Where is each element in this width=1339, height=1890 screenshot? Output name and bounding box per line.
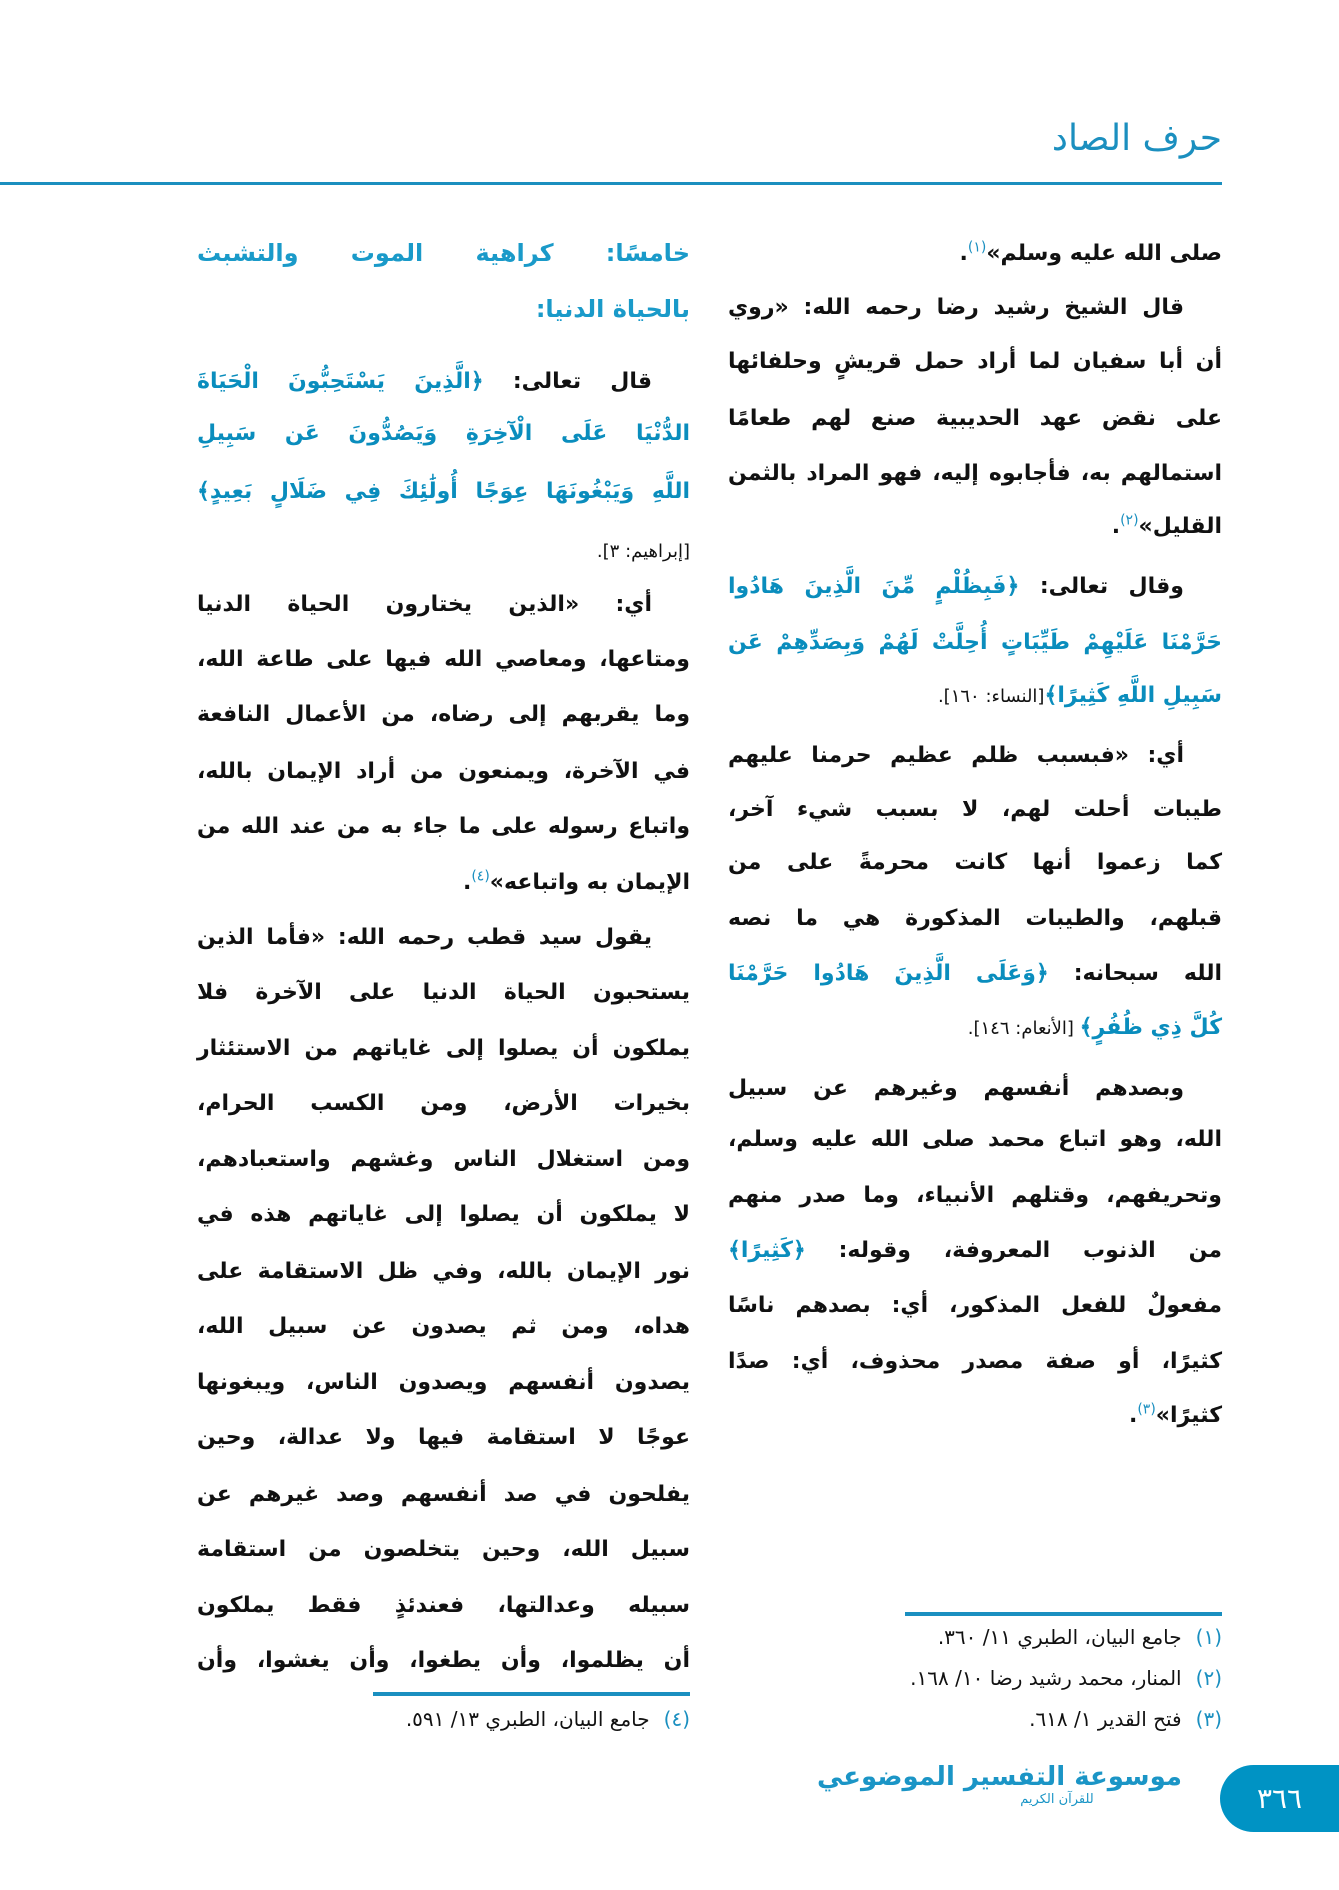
body-text: وتحريفهم، وقتلهم الأنبياء، وما صدر منهم <box>728 1182 1222 1208</box>
text-line <box>197 965 690 1020</box>
text-line <box>728 728 1222 783</box>
header-divider <box>0 182 1222 185</box>
text-line <box>197 855 690 910</box>
text-line <box>728 782 1222 837</box>
body-text: كثيرًا، أو صفة مصدر محذوف، أي: صدًا <box>728 1349 1222 1375</box>
body-text: يملكون أن يصلوا إلى غاياتهم من الاستئثار <box>197 1035 690 1061</box>
footnote <box>406 1707 690 1731</box>
quran-verse: سَبِيلِ اللَّهِ كَثِيرًا﴾ <box>1044 682 1222 708</box>
body-text: أي: «فبسبب ظلم عظيم حرمنا عليهم <box>728 743 1184 769</box>
quran-verse: ﴿فَبِظُلْمٍ مِّنَ الَّذِينَ هَادُوا <box>728 574 1020 600</box>
text-line <box>197 354 690 409</box>
text-line <box>728 391 1222 446</box>
body-text: استمالهم به، فأجابوه إليه، فهو المراد بالثمن <box>728 461 1222 487</box>
text-line <box>197 744 690 799</box>
body-text: بخيرات الأرض، ومن الكسب الحرام، <box>197 1091 690 1117</box>
body-text: يقول سيد قطب رحمه الله: «فأما الذين <box>197 924 652 950</box>
text-line <box>728 1388 1222 1443</box>
text-line <box>728 499 1222 554</box>
text-line <box>197 226 690 281</box>
quran-verse: الدُّنْيَا عَلَى الْآخِرَةِ وَيَصُدُّونَ عَن سَبِيلِ <box>197 421 690 447</box>
text-line <box>728 891 1222 946</box>
logo-title: موسوعة التفسير الموضوعي <box>816 1762 1182 1792</box>
text-line <box>197 632 690 687</box>
quran-verse: حَرَّمْنَا عَلَيْهِمْ طَيِّبَاتٍ أُحِلَّتْ لَهُمْ وَبِصَدِّهِمْ عَن <box>728 629 1222 655</box>
text-line <box>197 910 690 965</box>
quran-verse: ﴿وَعَلَى الَّذِينَ هَادُوا حَرَّمْنَا <box>728 961 1049 987</box>
text-line <box>728 280 1222 335</box>
page-number-badge <box>1220 1765 1339 1832</box>
text-line <box>197 1244 690 1299</box>
body-text: سبيله وعدالتها، فعندئذٍ فقط يملكون <box>197 1592 690 1618</box>
body-text: كثيرًا» <box>1155 1403 1222 1429</box>
body-text: ومن استغلال الناس وغشهم واستعبادهم، <box>197 1146 690 1172</box>
body-text: الإيمان به واتباعه» <box>489 869 690 895</box>
section-heading: خامسًا: كراهية الموت والتشبث <box>197 238 690 267</box>
encyclopedia-logo <box>816 1762 1182 1807</box>
body-text: أن يظلموا، وأن يطغوا، وأن يغشوا، وأن <box>197 1647 690 1673</box>
body-text: واتباع رسوله على ما جاء به من عند الله من <box>197 814 690 840</box>
text-line <box>728 1223 1222 1278</box>
body-text: على نقض عهد الحديبية صنع لهم طعامًا <box>728 405 1222 431</box>
text-line <box>197 282 690 337</box>
text-line <box>728 946 1222 1001</box>
body-text: . <box>959 240 968 266</box>
section-heading: بالحياة الدنيا: <box>535 295 690 324</box>
text-line <box>197 406 690 461</box>
body-text: عوجًا لا استقامة فيها ولا عدالة، وحين <box>197 1425 690 1451</box>
body-text: ومتاعها، ومعاصي الله فيها على طاعة الله، <box>197 646 690 672</box>
text-line <box>197 1467 690 1522</box>
body-text: نور الإيمان بالله، وفي ظل الاستقامة على <box>197 1258 690 1284</box>
body-text: يفلحون في صد أنفسهم وصد غيرهم عن <box>197 1481 690 1507</box>
text-line <box>728 1334 1222 1389</box>
text-line <box>197 1132 690 1187</box>
footnote <box>910 1666 1222 1690</box>
body-text: يصدون أنفسهم ويصدون الناس، ويبغونها <box>197 1369 690 1395</box>
verse-reference: [النساء: ١٦٠]. <box>937 685 1045 707</box>
body-text: قال الشيخ رشيد رضا رحمه الله: «روي <box>728 294 1184 320</box>
text-line <box>728 1061 1222 1116</box>
footnote-text: جامع البيان، الطبري ١١/ ٣٦٠. <box>937 1625 1182 1650</box>
footnote <box>938 1625 1222 1649</box>
body-text: سبيل الله، وحين يتخلصون من استقامة <box>197 1537 690 1563</box>
body-text: وبصدهم أنفسهم وغيرهم عن سبيل <box>728 1075 1184 1101</box>
text-line <box>728 615 1222 670</box>
footnote-divider-left <box>373 1692 690 1696</box>
text-line <box>197 577 690 632</box>
text-line <box>728 1168 1222 1223</box>
quran-verse: ﴿الَّذِينَ يَسْتَحِبُّونَ الْحَيَاةَ <box>197 369 484 395</box>
footnote-number: (١) <box>1195 1625 1222 1650</box>
body-text: الله، وهو اتباع محمد صلى الله عليه وسلم، <box>728 1127 1222 1153</box>
text-line <box>197 1522 690 1577</box>
logo-subtitle: للقرآن الكريم <box>1020 1792 1094 1807</box>
body-text: وما يقربهم إلى رضاه، من الأعمال النافعة <box>197 702 690 728</box>
quran-verse: اللَّهِ وَيَبْغُونَهَا عِوَجًا أُولَٰئِكَ فِي ضَلَالٍ بَعِيدٍ﴾ <box>197 479 690 505</box>
footnote <box>1029 1707 1222 1731</box>
text-line <box>728 446 1222 501</box>
chapter-title: حرف الصاد <box>1051 118 1222 159</box>
body-text: . <box>462 869 472 895</box>
text-line <box>197 1076 690 1131</box>
text-line <box>728 1000 1222 1055</box>
footnote-marker[interactable]: (٤) <box>471 868 490 885</box>
body-text: لا يملكون أن يصلوا إلى غاياتهم هذه في <box>197 1202 690 1228</box>
text-line <box>728 1278 1222 1333</box>
footnote-text: المنار، محمد رشيد رضا ١٠/ ١٦٨. <box>910 1666 1182 1691</box>
text-line <box>197 464 690 519</box>
footnote-number: (٢) <box>1195 1666 1222 1691</box>
footnote-text: جامع البيان، الطبري ١٣/ ٥٩١. <box>405 1707 650 1732</box>
text-line <box>197 1355 690 1410</box>
text-line <box>197 1410 690 1465</box>
text-line <box>728 334 1222 389</box>
text-line <box>197 687 690 742</box>
text-line <box>197 1578 690 1633</box>
body-text: وقال تعالى: <box>1019 574 1184 600</box>
body-text: صلى الله عليه وسلم» <box>986 240 1222 266</box>
body-text: قال تعالى: <box>483 369 652 395</box>
body-text: . <box>1111 514 1121 540</box>
footnote-marker[interactable]: (١) <box>967 239 987 256</box>
verse-reference: [إبراهيم: ٣]. <box>596 541 690 563</box>
text-line <box>197 1187 690 1242</box>
footnote-marker[interactable]: (٢) <box>1120 512 1139 529</box>
body-text: كما زعموا أنها كانت محرمةً على من <box>728 850 1222 876</box>
body-text: طيبات أحلت لهم، لا بسبب شيء آخر، <box>728 797 1222 823</box>
footnote-marker[interactable]: (٣) <box>1137 1402 1156 1419</box>
text-line <box>728 226 1222 281</box>
body-text: أي: «الذين يختارون الحياة الدنيا <box>197 592 652 618</box>
quran-verse: كُلَّ ذِي ظُفُرٍ﴾ <box>1079 1015 1222 1041</box>
verse-reference: [الأنعام: ١٤٦]. <box>967 1018 1080 1040</box>
text-line <box>197 1633 690 1688</box>
footnote-number: (٣) <box>1195 1707 1222 1732</box>
text-line <box>728 835 1222 890</box>
text-line <box>197 1299 690 1354</box>
text-line <box>197 799 690 854</box>
text-line <box>728 1112 1222 1167</box>
text-line <box>197 523 690 578</box>
body-text: القليل» <box>1138 514 1222 540</box>
body-text: من الذنوب المعروفة، وقوله: <box>805 1238 1222 1264</box>
body-text: في الآخرة، ويمنعون من أراد الإيمان بالله، <box>197 758 690 784</box>
text-line <box>728 559 1222 614</box>
quran-verse: ﴿كَثِيرًا﴾ <box>728 1238 806 1264</box>
body-text: . <box>1128 1403 1138 1429</box>
body-text: يستحبون الحياة الدنيا على الآخرة فلا <box>197 980 690 1006</box>
footnote-number: (٤) <box>663 1707 690 1732</box>
body-text: الله سبحانه: <box>1048 961 1222 987</box>
body-text: هداه، ومن ثم يصدون عن سبيل الله، <box>197 1314 690 1340</box>
footnote-text: فتح القدير ١/ ٦١٨. <box>1029 1707 1182 1732</box>
body-text: مفعولٌ للفعل المذكور، أي: بصدهم ناسًا <box>728 1292 1222 1318</box>
footnote-divider-right <box>905 1612 1222 1616</box>
page-number: ٣٦٦ <box>1256 1782 1303 1815</box>
body-text: قبلهم، والطيبات المذكورة هي ما نصه <box>728 905 1222 931</box>
body-text: أن أبا سفيان لما أراد حمل قريشٍ وحلفائها <box>728 349 1222 374</box>
text-line <box>728 668 1222 723</box>
text-line <box>197 1021 690 1076</box>
